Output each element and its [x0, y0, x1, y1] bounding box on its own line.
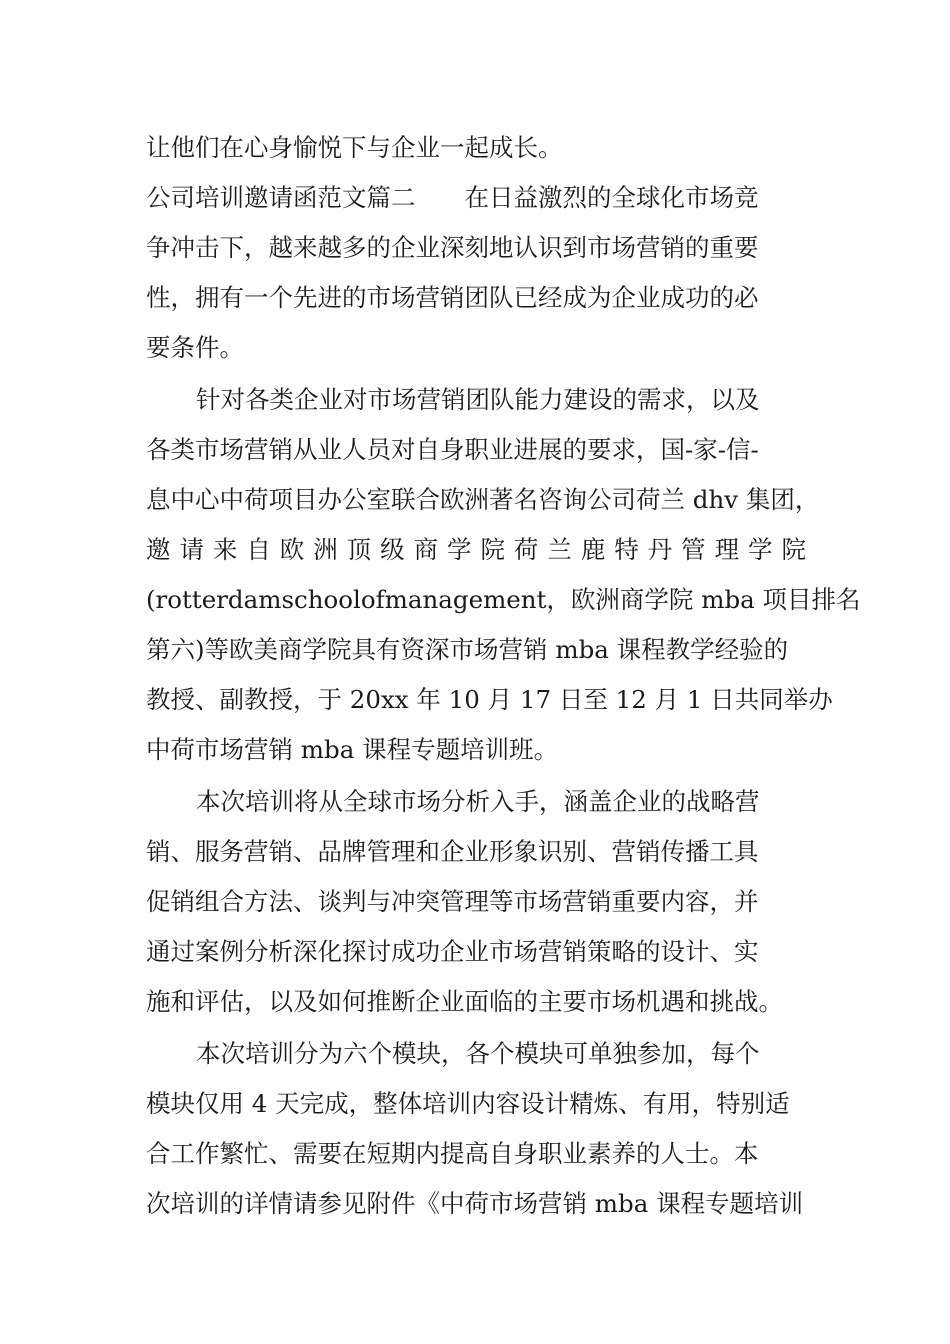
text-line: 性，拥有一个先进的市场营销团队已经成为企业成功的必 [146, 283, 759, 312]
text-line: 要条件。 [146, 333, 244, 362]
text-line: 销、服务营销、品牌管理和企业形象识别、营销传播工具 [146, 837, 759, 866]
text-line: 针对各类企业对市场营销团队能力建设的需求，以及 [196, 385, 760, 414]
text-line: 施和评估，以及如何推断企业面临的主要市场机遇和挑战。 [146, 987, 783, 1016]
text-line: 让他们在心身愉悦下与企业一起成长。 [146, 133, 563, 162]
text-line: (rotterdamschoolofmanagement，欧洲商学院 mba 项目排名 [146, 585, 861, 614]
text-line: 本次培训分为六个模块，各个模块可单独参加，每个 [196, 1039, 760, 1068]
text-line: 合工作繁忙、需要在短期内提高自身职业素养的人士。本 [146, 1139, 759, 1168]
text-line: 争冲击下，越来越多的企业深刻地认识到市场营销的重要 [146, 233, 759, 262]
text-line: 通过案例分析深化探讨成功企业市场营销策略的设计、实 [146, 937, 759, 966]
text-line: 教授、副教授，于 20xx 年 10 月 17 日至 12 月 1 日共同举办 [146, 685, 833, 714]
text-line: 邀请来自欧洲顶级商学院荷兰鹿特丹管理学院 [146, 535, 806, 564]
text-line: 模块仅用 4 天完成，整体培训内容设计精炼、有用，特别适 [146, 1089, 790, 1118]
text-line: 促销组合方法、谈判与冲突管理等市场营销重要内容，并 [146, 887, 759, 916]
text-line: 中荷市场营销 mba 课程专题培训班。 [146, 735, 559, 764]
text-line: 本次培训将从全球市场分析入手，涵盖企业的战略营 [196, 787, 760, 816]
text-line: 第六)等欧美商学院具有资深市场营销 mba 课程教学经验的 [146, 635, 789, 664]
text-line: 各类市场营销从业人员对自身职业进展的要求，国-家-信- [146, 435, 759, 464]
text-line: 公司培训邀请函范文篇二 在日益激烈的全球化市场竞 [146, 183, 759, 212]
text-line: 次培训的详情请参见附件《中荷市场营销 mba 课程专题培训 [146, 1189, 804, 1218]
text-line: 息中心中荷项目办公室联合欧洲著名咨询公司荷兰 dhv 集团， [146, 485, 820, 514]
